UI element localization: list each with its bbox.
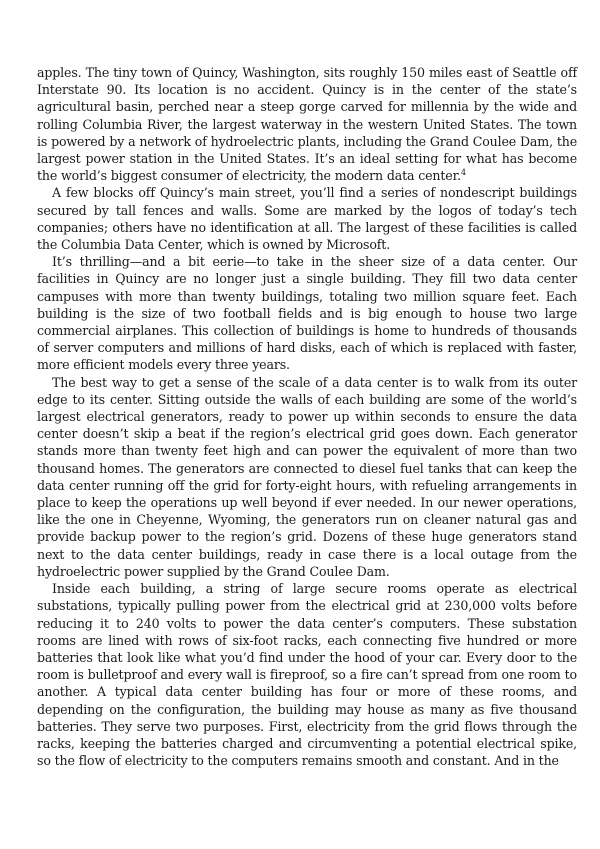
paragraph-text: apples. The tiny town of Quincy, Washington, sits roughly 150 miles east of Seattle off Interstate 90. Its location is no accident. Quincy is in the center of the state’s agricultural basin, perched near a steep gorge carved for millennia by the wide and rolling Columbia River, the largest waterway in the western United States. The town is powered by a network of hydroelectric plants, including the Grand Coulee Dam, the largest power station in the United States. It’s an ideal setting for what has become the world’s biggest consumer of electricity, the modern data center. xyxy=(37,65,577,184)
paragraph-generators: The best way to get a sense of the scale of a data center is to walk from its outer edge to its center. Sitting outside the walls of each building are some of the world’s largest electrical generators, ready to power up within seconds to ensure the data center doesn’t skip a beat if the region’s electrical grid goes down. Each generator stands more than twenty feet high and can power the equivalent of more than two thousand homes. The generators are connected to diesel fuel tanks that can keep the data center running off the grid for forty-eight hours, with refueling arrangements in place to keep the operations up well beyond if ever needed. In our newer operations, like the one in Cheyenne, Wyoming, the generators run on cleaner natural gas and provide backup power to the region’s grid. Dozens of these huge generators stand next to the data center buildings, ready in case there is a local outage from the hydroelectric power supplied by the Grand Coulee Dam. xyxy=(37,374,577,579)
paragraph-nondescript-buildings: A few blocks off Quincy’s main street, you’ll find a series of nondescript buildings secured by tall fences and walls. Some are marked by the logos of today’s tech companies; others have no identification at all. The largest of these facilities is called the Columbia Data Center, which is owned by Microsoft. xyxy=(37,185,577,253)
paragraph-substations: Inside each building, a string of large secure rooms operate as electrical substations, typically pulling power from the electrical grid at 230,000 volts before reducing it to 240 volts to power the data center’s computers. These substation rooms are lined with rows of six-foot racks, each connecting five hundred or more batteries that look like what you’d find under the hood of your car. Every door to the room is bulletproof and every wall is fireproof, so a fire can’t spread from one room to another. A typical data center building has four or more of these rooms, and depending on the configuration, the building may house as many as five thousand batteries. They serve two purposes. First, electricity from the grid flows through the racks, keeping the batteries charged and circumventing a potential electrical spike, so the flow of electricity to the computers remains smooth and constant. And in the xyxy=(37,581,577,769)
footnote-marker: 4 xyxy=(460,168,466,178)
paragraph-data-center-size: It’s thrilling—and a bit eerie—to take in the sheer size of a data center. Our facilities in Quincy are no longer just a single building. They fill two data center campuses with more than twenty buildings, totaling two million square feet. Each building is the size of two football fields and is big enough to house two large commercial airplanes. This collection of buildings is home to hundreds of thousands of server computers and millions of hard disks, each of which is replaced with faster, more efficient models every three years. xyxy=(37,254,577,373)
book-page-body xyxy=(37,64,577,769)
paragraph-quincy-location xyxy=(37,64,577,184)
